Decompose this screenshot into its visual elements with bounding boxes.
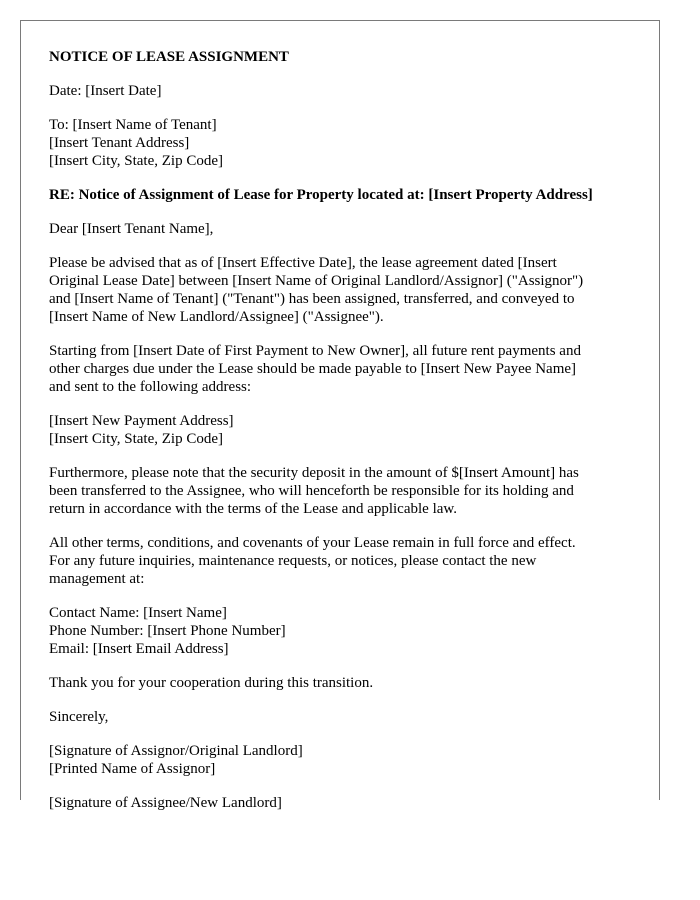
payment-address-block [49,412,639,448]
payments-paragraph [49,342,639,396]
signature-line: [Signature of Assignor/Original Landlord] [49,743,303,759]
recipient-line: To: [Insert Name of Tenant] [49,117,217,133]
assignee-signature-line: [Signature of Assignee/New Landlord] [49,795,282,811]
paragraph-line: Furthermore, please note that the security deposit in the amount of $[Insert Amount] has [49,465,579,481]
address-line: [Insert City, State, Zip Code] [49,431,223,447]
paragraph-line: For any future inquiries, maintenance requests, or notices, please contact the new [49,553,537,569]
paragraph-line: Original Lease Date] between [Insert Name of Original Landlord/Assignor] ("Assignor") [49,273,584,289]
contact-block [49,604,639,658]
re-line: RE: Notice of Assignment of Lease for Property located at: [Insert Property Address] [49,187,593,203]
recipient-line: [Insert Tenant Address] [49,135,190,151]
paragraph-line: other charges due under the Lease should be made payable to [Insert New Payee Name] [49,361,577,377]
letter-page [20,20,660,811]
date-line: Date: [Insert Date] [49,83,162,99]
thanks-line: Thank you for your cooperation during this transition. [49,675,374,691]
deposit-paragraph [49,464,639,518]
paragraph-line: management at: [49,571,145,587]
recipient-block [49,116,639,170]
terms-paragraph [49,534,639,588]
paragraph-line: Please be advised that as of [Insert Effective Date], the lease agreement dated [Insert [49,255,557,271]
contact-name: Contact Name: [Insert Name] [49,605,227,621]
assignor-signature-block [49,742,639,778]
paragraph-line: [Insert Name of New Landlord/Assignee] ("Assignee"). [49,309,384,325]
salutation: Dear [Insert Tenant Name], [49,221,214,237]
address-line: [Insert New Payment Address] [49,413,234,429]
paragraph-line: All other terms, conditions, and covenants of your Lease remain in full force and effect. [49,535,576,551]
paragraph-line: return in accordance with the terms of the Lease and applicable law. [49,501,458,517]
paragraph-line: Starting from [Insert Date of First Payment to New Owner], all future rent payments and [49,343,581,359]
letter-content [49,48,639,828]
paragraph-line: and [Insert Name of Tenant] ("Tenant") has been assigned, transferred, and conveyed to [49,291,575,307]
paragraph-line: and sent to the following address: [49,379,252,395]
document-title: NOTICE OF LEASE ASSIGNMENT [49,49,289,65]
assignment-paragraph [49,254,639,326]
recipient-line: [Insert City, State, Zip Code] [49,153,223,169]
contact-phone: Phone Number: [Insert Phone Number] [49,623,286,639]
contact-email: Email: [Insert Email Address] [49,641,229,657]
closing-line: Sincerely, [49,709,109,725]
paragraph-line: been transferred to the Assignee, who will henceforth be responsible for its holding and [49,483,574,499]
printed-name-line: [Printed Name of Assignor] [49,761,216,777]
